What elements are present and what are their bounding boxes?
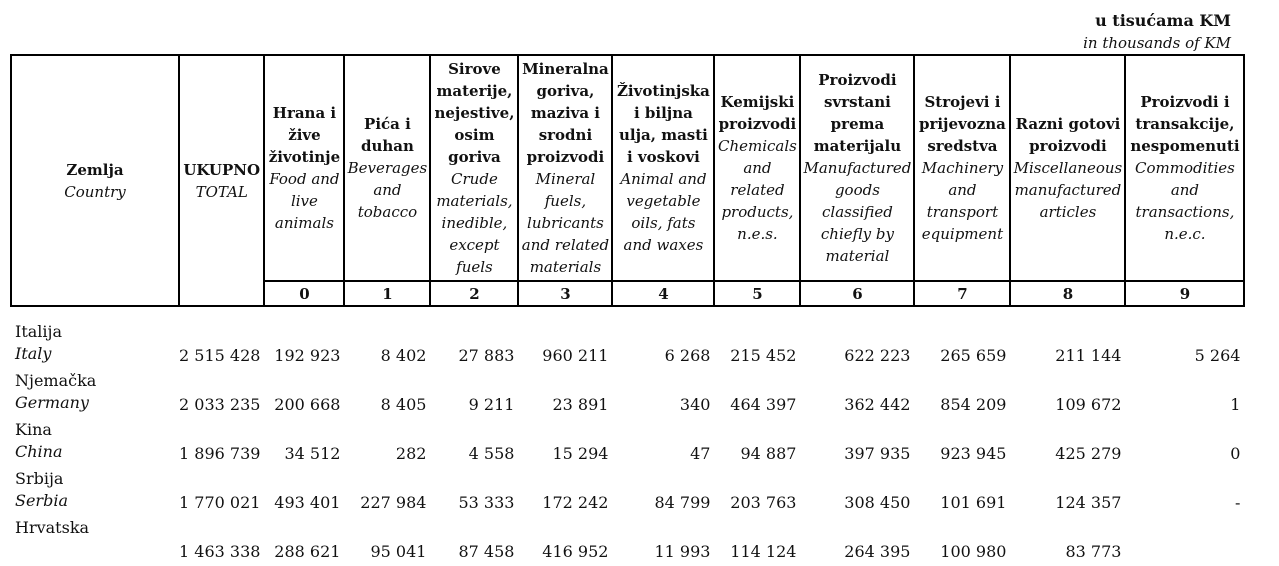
cell-value: 493 401: [274, 493, 341, 512]
cell-value: 8 405: [380, 395, 427, 414]
cell-value: 192 923: [274, 346, 341, 365]
cell-value: 227 984: [360, 493, 427, 512]
header-num-9: 9: [1125, 281, 1244, 306]
table-header: [11, 55, 1244, 306]
header-col-4: Životinjska i biljna ulja, masti i voskovi Animal and vegetable oils, fats and waxes: [612, 55, 714, 281]
cell-value: 94 887: [740, 444, 797, 463]
cell-total: 2 515 428: [179, 346, 261, 365]
cell-value: 854 209: [940, 395, 1007, 414]
table-row: [11, 468, 1244, 517]
cell-value: 84 799: [654, 493, 711, 512]
cell-value: 464 397: [730, 395, 797, 414]
cell-value: 9 211: [468, 395, 515, 414]
cell-value: 211 144: [1055, 346, 1122, 365]
cell-value: 6 268: [664, 346, 711, 365]
header-num-6: 6: [800, 281, 914, 306]
header-col-2: Sirove materije, nejestive, osim goriva Crude materials, inedible, except fuels: [430, 55, 518, 281]
cell-value: 282: [395, 444, 427, 463]
cell-value: 100 980: [940, 542, 1007, 561]
cell-value: 15 294: [552, 444, 609, 463]
table-row: [11, 370, 1244, 419]
cell-value: 34 512: [284, 444, 341, 463]
header-col-8: Razni gotovi proizvodi Miscellaneous manufactured articles: [1010, 55, 1125, 281]
cell-value: 101 691: [940, 493, 1007, 512]
cell-value: 362 442: [844, 395, 911, 414]
cell-value: 1: [1230, 395, 1241, 414]
row-country: Srbija Serbia: [15, 469, 68, 510]
cell-value: 109 672: [1055, 395, 1122, 414]
cell-value: 172 242: [542, 493, 609, 512]
row-country: Kina China: [15, 420, 63, 461]
cell-value: 0: [1230, 444, 1241, 463]
cell-value: 4 558: [468, 444, 515, 463]
row-country: Hrvatska: [15, 518, 90, 537]
cell-value: 264 395: [844, 542, 911, 561]
unit-label-english: in thousands of KM: [1083, 34, 1231, 52]
header-col-7: Strojevi i prijevozna sredstva Machinery and transport equipment: [914, 55, 1010, 281]
table-row: [11, 321, 1244, 370]
unit-label-local: u tisućama KM: [1095, 11, 1231, 30]
cell-value: 27 883: [458, 346, 515, 365]
header-col-6: Proizvodi svrstani prema materijalu Manufactured goods classified chiefly by material: [800, 55, 914, 281]
cell-total: 1 770 021: [179, 493, 261, 512]
cell-value: 960 211: [542, 346, 609, 365]
header-col-1: Pića i duhan Beverages and tobacco: [344, 55, 430, 281]
header-num-5: 5: [714, 281, 800, 306]
cell-value: 200 668: [274, 395, 341, 414]
cell-value: 425 279: [1055, 444, 1122, 463]
cell-value: 87 458: [458, 542, 515, 561]
header-num-1: 1: [344, 281, 430, 306]
cell-value: 83 773: [1065, 542, 1122, 561]
cell-value: 23 891: [552, 395, 609, 414]
header-num-3: 3: [518, 281, 612, 306]
cell-value: 288 621: [274, 542, 341, 561]
cell-value: 203 763: [730, 493, 797, 512]
cell-value: -: [1235, 493, 1241, 512]
table-row: [11, 419, 1244, 468]
header-num-8: 8: [1010, 281, 1125, 306]
cell-value: 416 952: [542, 542, 609, 561]
header-country: Zemlja Country: [11, 55, 179, 306]
cell-value: 11 993: [654, 542, 711, 561]
trade-table: [10, 54, 1245, 566]
cell-value: [1125, 517, 1244, 566]
cell-value: 95 041: [370, 542, 427, 561]
cell-value: 397 935: [844, 444, 911, 463]
header-col-9: Proizvodi i transakcije, nespomenuti Commodities and transactions, n.e.c.: [1125, 55, 1244, 281]
cell-value: 53 333: [458, 493, 515, 512]
table-row: [11, 517, 1244, 566]
cell-value: 114 124: [730, 542, 797, 561]
header-total: UKUPNO TOTAL: [179, 55, 264, 306]
cell-value: 215 452: [730, 346, 797, 365]
header-num-0: 0: [264, 281, 344, 306]
cell-value: 8 402: [380, 346, 427, 365]
header-col-0: Hrana i žive životinje Food and live animals: [264, 55, 344, 281]
cell-total: 2 033 235: [179, 395, 261, 414]
cell-value: 5 264: [1194, 346, 1241, 365]
header-num-7: 7: [914, 281, 1010, 306]
row-country: Njemačka Germany: [15, 371, 97, 412]
header-num-4: 4: [612, 281, 714, 306]
cell-total: 1 896 739: [179, 444, 261, 463]
unit-note: [1083, 10, 1231, 54]
header-num-2: 2: [430, 281, 518, 306]
table-body: [11, 306, 1244, 566]
cell-value: 265 659: [940, 346, 1007, 365]
header-col-5: Kemijski proizvodi Chemicals and related products, n.e.s.: [714, 55, 800, 281]
cell-value: 47: [690, 444, 711, 463]
cell-value: 308 450: [844, 493, 911, 512]
cell-value: 622 223: [844, 346, 911, 365]
cell-value: 124 357: [1055, 493, 1122, 512]
header-col-3: Mineralna goriva, maziva i srodni proizvodi Mineral fuels, lubricants and related materials: [518, 55, 612, 281]
cell-value: 340: [679, 395, 711, 414]
cell-value: 923 945: [940, 444, 1007, 463]
row-country: Italija Italy: [15, 322, 63, 363]
cell-total: 1 463 338: [179, 542, 261, 561]
